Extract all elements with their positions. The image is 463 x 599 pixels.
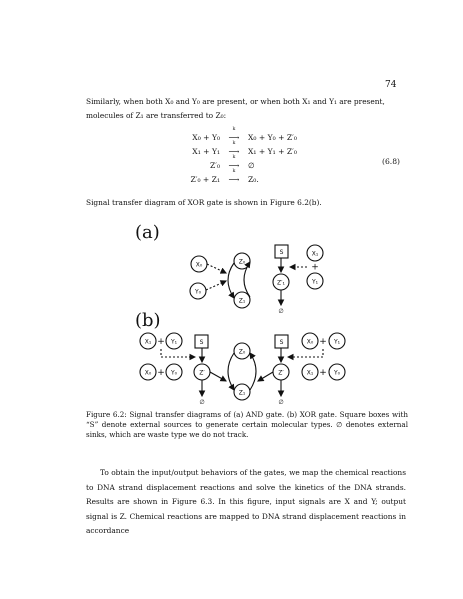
svg-text:S: S	[279, 249, 284, 256]
figure-caption: Figure 6.2: Signal transfer diagrams of (a) AND gate. (b) XOR gate. Square boxes with “S” denote external sources to generate certain molecular types. ∅ denotes external sinks, which are waste type we do not track.	[86, 410, 408, 439]
svg-text:X₀: X₀	[195, 261, 203, 269]
reaction-arrow: k ⟶	[228, 154, 240, 170]
svg-text:Y₀: Y₀	[333, 369, 341, 377]
svg-text:Y₁: Y₁	[333, 338, 341, 346]
figure-label-a: (a)	[135, 222, 160, 243]
svg-text:+: +	[311, 262, 319, 273]
body-paragraph: To obtain the input/output behaviors of the gates, we map the chemical reactions to DNA strand displacement reactions and solve the kinetics of the DNA strands. Results are shown in Figure 6.3. In this figure, input signals are X and Y; output signal is Z. Chemical reactions are mapped to DNA strand displacement reactions in accordance	[86, 468, 406, 536]
svg-text:+: +	[319, 337, 327, 347]
xor-paragraph: Signal transfer diagram of XOR gate is shown in Figure 6.2(b).	[86, 198, 322, 207]
svg-text:Y₁: Y₁	[311, 278, 319, 286]
svg-text:X₀: X₀	[306, 338, 314, 346]
reaction-arrow: k ⟶	[228, 126, 240, 142]
svg-text:X₁: X₁	[306, 369, 314, 377]
svg-text:Y₀: Y₀	[170, 369, 178, 377]
equation-rhs: Z₀.	[248, 174, 259, 184]
intro-paragraph: Similarly, when both X₀ and Y₀ are present, or when both X₁ and Y₁ are present, molecules of Z₁ are transferred to Z₀:	[86, 97, 385, 121]
svg-text:∅: ∅	[278, 399, 284, 406]
reaction-arrow: k ⟶	[228, 168, 240, 184]
svg-text:∅: ∅	[199, 399, 205, 406]
svg-text:Y₁: Y₁	[170, 338, 178, 346]
svg-text:+: +	[319, 368, 327, 378]
svg-text:+: +	[157, 368, 165, 378]
svg-text:+: +	[157, 337, 165, 347]
svg-text:X₀: X₀	[144, 369, 152, 377]
equation-lhs: Z′₀ + Z₁	[190, 174, 220, 184]
svg-text:Z′: Z′	[199, 369, 205, 377]
equation-rhs: ∅	[248, 160, 255, 170]
equation-number: (6.8)	[382, 157, 401, 166]
reaction-arrow: k ⟶	[228, 140, 240, 156]
svg-text:∅: ∅	[278, 308, 284, 315]
svg-text:Z₁: Z₁	[238, 297, 246, 305]
equation-rhs: X₁ + Y₁ + Z′₀	[248, 146, 297, 156]
svg-text:X₁: X₁	[144, 338, 152, 346]
equation-lhs: X₁ + Y₁	[192, 146, 220, 156]
equation-rhs: X₀ + Y₀ + Z′₀	[248, 132, 297, 142]
svg-text:S: S	[199, 339, 204, 346]
figure-label-b: (b)	[135, 310, 161, 331]
svg-text:S: S	[279, 339, 284, 346]
svg-text:Z′: Z′	[278, 369, 284, 377]
equation-lhs: X₀ + Y₀	[192, 132, 220, 142]
svg-text:Z₀: Z₀	[238, 348, 246, 356]
svg-text:Z₀: Z₀	[238, 258, 246, 266]
svg-text:X₁: X₁	[311, 250, 319, 258]
svg-text:Y₀: Y₀	[194, 288, 202, 296]
equation-lhs: Z′₀	[209, 160, 220, 170]
svg-text:Z₁: Z₁	[238, 389, 246, 397]
page-number: 74	[385, 80, 397, 90]
svg-text:Z′₁: Z′₁	[277, 279, 285, 287]
